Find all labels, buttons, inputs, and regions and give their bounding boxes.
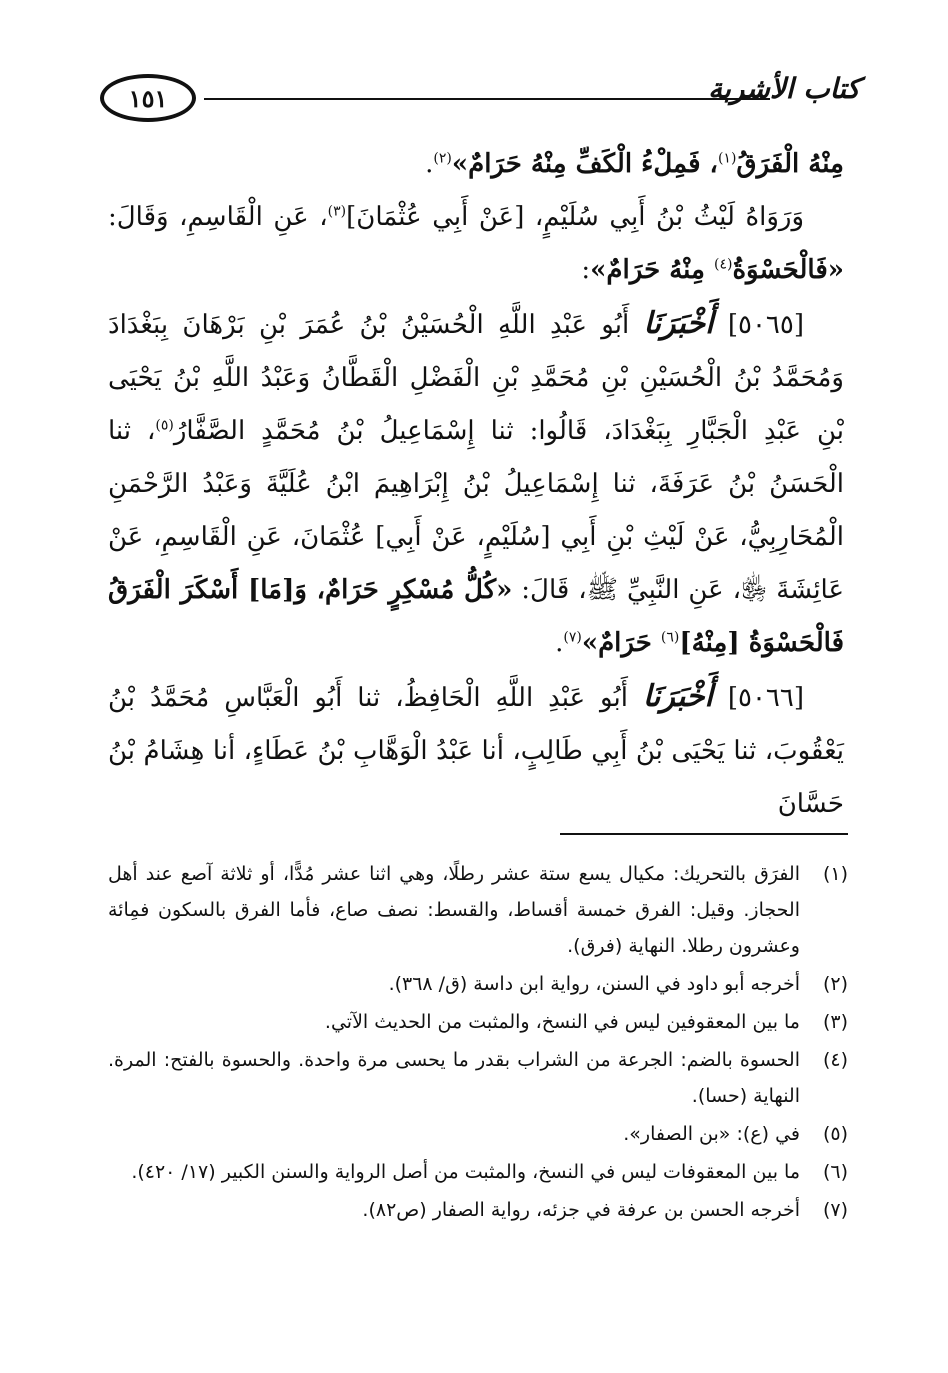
- isnad-text: أَبُو عَبْدِ اللَّهِ الْحُسَيْنُ بْنُ عُمَرَ بْنِ بَرْهَانَ بِبَغْدَادَ وَمُحَمَّدُ بْنُ الْحُسَيْنِ بْنِ مُحَمَّدِ بْنِ الْفَضْلِ الْقَطَّانُ وَعَبْدُ اللَّهِ بْنُ يَحْيَى بْنِ عَبْدِ الْجَبَّارِ بِبَغْدَادَ، قَالُوا: ثنا إِسْمَاعِيلُ بْنُ مُحَمَّدٍ الصَّفَّارُ: [108, 310, 844, 446]
- page-header: [100, 72, 860, 132]
- akhbarana-word: أَخْبَرَنَا: [642, 679, 713, 714]
- footnote-ref: (٧): [563, 629, 582, 646]
- hadith-5066: [108, 670, 844, 831]
- footnote-text: ما بين المعقوفات ليس في النسخ، والمثبت من أصل الرواية والسنن الكبير (١٧/ ٤٢٠).: [131, 1161, 800, 1183]
- footnote: [108, 1192, 848, 1228]
- matn-text: حَرَامٌ»: [581, 628, 661, 658]
- footnote-text: الفرَق بالتحريك: مكيال يسع ستة عشر رطلًا، وهي اثنا عشر مُدًّا، أو ثلاثة آصع عند أهل الحجاز. وقيل: الفرق خمسة أقساط، والقسط: نصف صاع، فأما الفرق بالسكون فمِائة وعشرون رطلا. النهاية (فرق).: [108, 863, 800, 957]
- footnote-ref: (٤): [713, 256, 733, 273]
- footnote: [108, 1154, 848, 1190]
- footnote-ref: (٣): [327, 203, 347, 220]
- footnote: [108, 856, 848, 964]
- quote-text: «فَالْحَسْوَةُ: [732, 255, 844, 285]
- header-rule: [204, 98, 770, 100]
- footnote-number: (٣): [822, 1011, 848, 1033]
- quote-text: مِنْهُ الْفَرَقُ: [736, 149, 844, 179]
- footnote-number: (٤): [822, 1049, 848, 1071]
- punctuation: .: [425, 149, 434, 179]
- hadith-number: [٥٠٦٥]: [727, 310, 804, 340]
- page-number: ١٥١: [100, 74, 196, 122]
- quote-text: ، فَمِلْءُ الْكَفِّ مِنْهُ حَرَامٌ»: [451, 149, 718, 179]
- footnote-text: في (ع): «بن الصفار».: [623, 1123, 800, 1145]
- body-text: ، عَنِ الْقَاسِمِ، وَقَالَ:: [108, 202, 328, 232]
- isnad-text: ، ثنا الْحَسَنُ بْنُ عَرَفَةَ، ثنا إِسْمَاعِيلُ بْنُ إِبْرَاهِيمَ ابْنُ عُلَيَّةَ وَعَبْدُ الرَّحْمَنِ الْمُحَارِبِيُّ، عَنْ لَيْثِ بْنِ أَبِي [سُلَيْمٍ، عَنْ أَبِي] عُثْمَانَ، عَنِ الْقَاسِمِ، عَنْ عَائِشَةَ ﵂، عَنِ النَّبِيِّ ﷺ، قَالَ:: [108, 416, 844, 605]
- footnote-text: ما بين المعقوفين ليس في النسخ، والمثبت من الحديث الآتي.: [324, 1011, 800, 1033]
- footnote-number: (٧): [822, 1199, 848, 1221]
- footnote-number: (٢): [822, 973, 848, 995]
- paragraph-riwaya: [108, 191, 844, 297]
- footnote-number: (٦): [822, 1161, 848, 1183]
- isnad-text: أَبُو عَبْدِ اللَّهِ الْحَافِظُ، ثنا أَبُو الْعَبَّاسِ مُحَمَّدُ بْنُ يَعْقُوبَ، ثنا يَحْيَى بْنُ أَبِي طَالِبٍ، أنا عَبْدُ الْوَهَّابِ بْنُ عَطَاءٍ، أنا هِشَامُ بْنُ حَسَّانَ: [108, 683, 844, 819]
- footnote-number: (١): [822, 863, 848, 885]
- main-text: [108, 138, 844, 831]
- book-title: كتاب الأشربة: [708, 72, 860, 105]
- akhbarana-word: أَخْبَرَنَا: [643, 306, 714, 341]
- footnote-number: (٥): [822, 1123, 848, 1145]
- body-text: وَرَوَاهُ لَيْثُ بْنُ أَبِي سُلَيْمٍ، [عَنْ أَبِي عُثْمَانَ]: [346, 202, 805, 232]
- hadith-5065: [108, 297, 844, 670]
- punctuation: :: [581, 255, 591, 285]
- hadith-number: [٥٠٦٦]: [727, 683, 805, 713]
- matn-text: «كُلُّ مُسْكِرٍ حَرَامٌ، وَ[مَا] أَسْكَرَ الْفَرَقُ فَالْحَسْوَةُ [مِنْهُ]: [108, 575, 844, 658]
- footnote-ref: (١): [717, 150, 737, 167]
- paragraph-continuation: [108, 138, 844, 191]
- footnote-ref: (٢): [433, 150, 452, 167]
- quote-text: مِنْهُ حَرَامٌ»: [590, 255, 714, 285]
- footnote-text: أخرجه أبو داود في السنن، رواية ابن داسة (ق/ ٣٦٨).: [388, 973, 800, 995]
- footnote: [108, 1004, 848, 1040]
- footnote: [108, 1042, 848, 1114]
- footnote: [108, 966, 848, 1002]
- punctuation: .: [555, 628, 564, 658]
- footnote-text: أخرجه الحسن بن عرفة في جزئه، رواية الصفار (ص٨٢).: [362, 1199, 800, 1221]
- footnote: [108, 1116, 848, 1152]
- footnote-separator: [560, 833, 848, 835]
- footnote-ref: (٦): [660, 629, 680, 646]
- footnote-ref: (٥): [155, 417, 174, 434]
- footnote-text: الحسوة بالضم: الجرعة من الشراب بقدر ما يحسى مرة واحدة. والحسوة بالفتح: المرة. النهاية (حسا).: [108, 1049, 800, 1107]
- footnotes: [108, 856, 848, 1230]
